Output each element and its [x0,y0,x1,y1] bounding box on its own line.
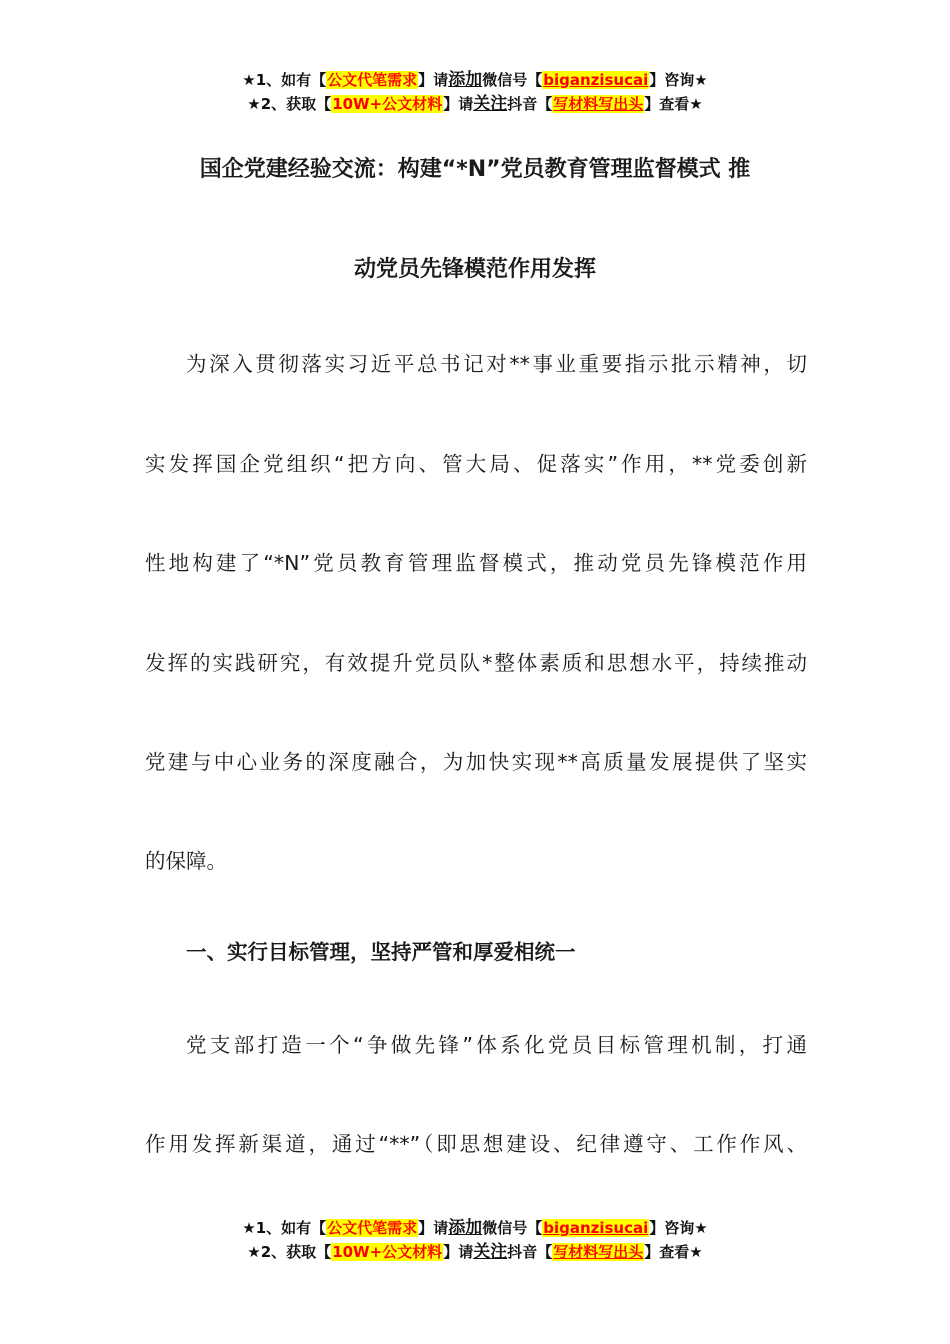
banner-line-2 [0,92,950,116]
banner-text: 抖音【 [507,95,553,113]
banner-wechat-id: biganzisucai [543,71,649,89]
banner-text: 】咨询★ [649,1219,708,1237]
footer-banner [0,1216,950,1264]
banner-emphasis: 关注 [473,1242,508,1262]
banner-douyin-id: 写材料写出头 [553,1243,644,1261]
banner-text: ★2、获取【 [247,1243,332,1261]
paragraph-line: 作用发挥新渠道，通过“**”（即思想建设、纪律遵守、工作作风、 [145,1132,807,1156]
banner-text: 微信号【 [482,1219,543,1237]
banner-emphasis: 关注 [473,94,508,114]
banner-highlight: 公文代笔需求 [327,1219,418,1237]
banner-line-1 [0,1216,950,1240]
banner-text: 抖音【 [507,1243,553,1261]
banner-line-1 [0,68,950,92]
banner-text: 】咨询★ [649,71,708,89]
banner-highlight: 10W+公文材料 [332,95,443,113]
banner-text: ★1、如有【 [242,71,327,89]
banner-text: ★1、如有【 [242,1219,327,1237]
section-heading: 一、实行目标管理，坚持严管和厚爱相统一 [186,940,576,964]
banner-text: ★2、获取【 [247,95,332,113]
banner-text: 】请 [443,1243,474,1261]
banner-text: 】请 [418,1219,449,1237]
paragraph-line: 实发挥国企党组织“把方向、管大局、促落实”作用，**党委创新 [145,452,807,476]
document-title-line-1: 国企党建经验交流：构建“*N”党员教育管理监督模式 推 [199,157,751,182]
paragraph-line: 为深入贯彻落实习近平总书记对**事业重要指示批示精神，切 [186,352,807,376]
banner-text: 微信号【 [482,71,543,89]
banner-douyin-id: 写材料写出头 [553,95,644,113]
banner-text: 】请 [443,95,474,113]
paragraph-line: 发挥的实践研究，有效提升党员队*整体素质和思想水平，持续推动 [145,651,807,675]
banner-text: 】查看★ [644,95,703,113]
banner-highlight: 10W+公文材料 [332,1243,443,1261]
paragraph-line: 性地构建了“*N”党员教育管理监督模式，推动党员先锋模范作用 [145,551,807,575]
banner-emphasis: 添加 [448,70,483,90]
header-banner [0,68,950,116]
paragraph-line: 党支部打造一个“争做先锋”体系化党员目标管理机制，打通 [186,1033,807,1057]
document-title-line-2: 动党员先锋模范作用发挥 [353,257,596,282]
banner-text: 】查看★ [644,1243,703,1261]
paragraph-line: 党建与中心业务的深度融合，为加快实现**高质量发展提供了坚实 [145,750,807,774]
banner-wechat-id: biganzisucai [543,1219,649,1237]
paragraph-line: 的保障。 [145,849,227,873]
banner-highlight: 公文代笔需求 [327,71,418,89]
banner-emphasis: 添加 [448,1218,483,1238]
banner-text: 】请 [418,71,449,89]
banner-line-2 [0,1240,950,1264]
